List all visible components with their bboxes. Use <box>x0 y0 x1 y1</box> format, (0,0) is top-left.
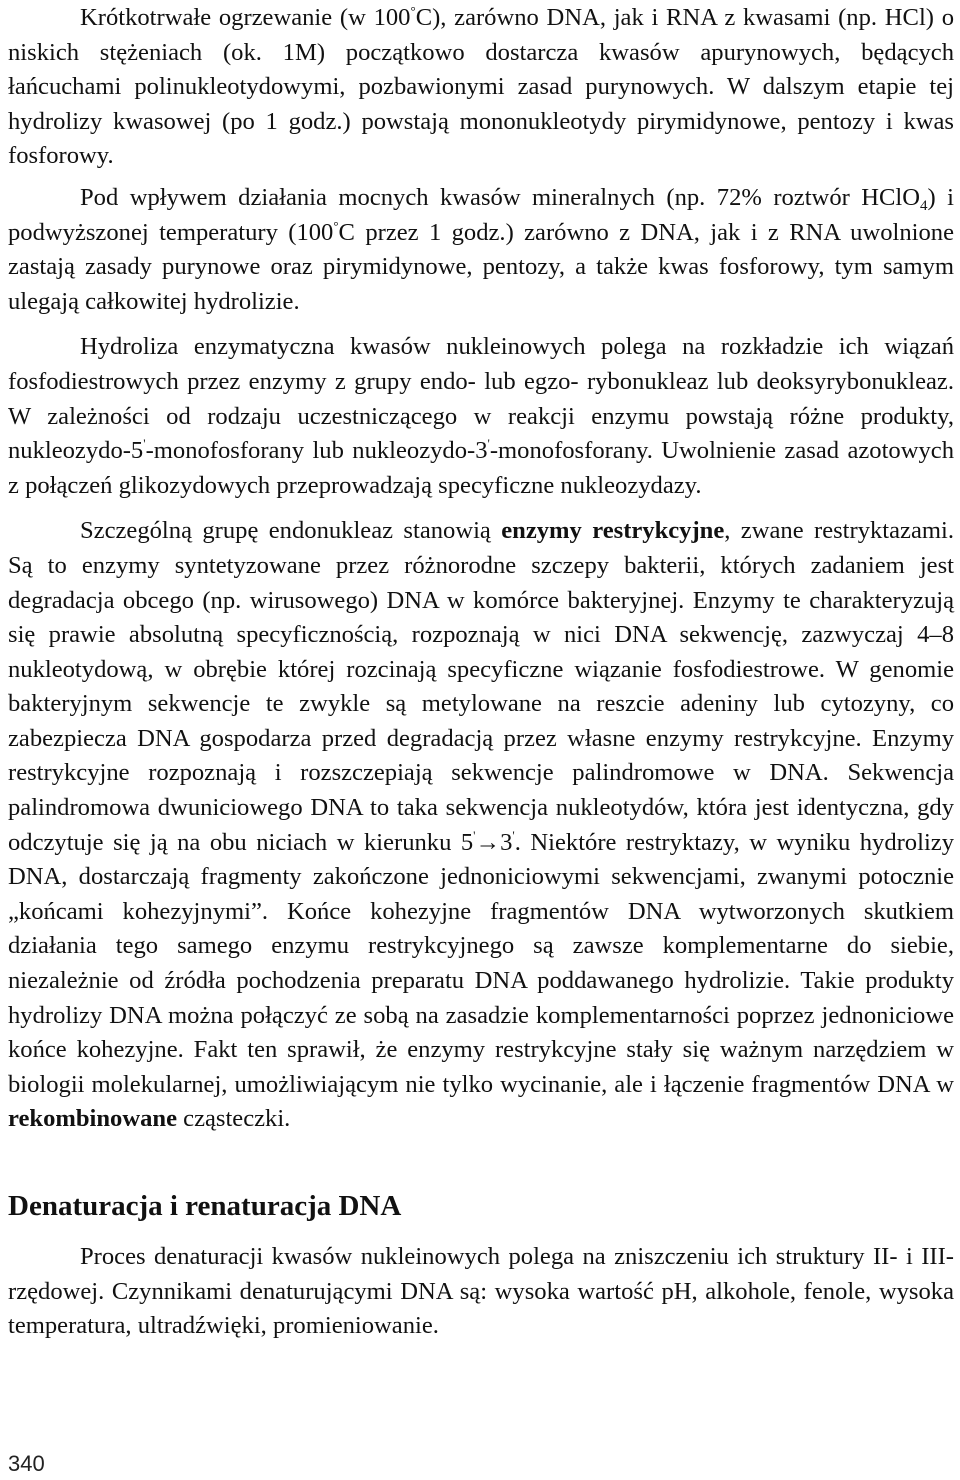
degree-sign: ° <box>410 3 416 18</box>
text-run: Krótkotrwałe ogrzewanie (w 100 <box>80 4 411 31</box>
text-run: →3 <box>475 828 513 856</box>
prime-mark: ' <box>487 436 490 452</box>
bold-term-recombinant: rekombinowane <box>8 1105 177 1133</box>
paragraph-enzymatic-hydrolysis <box>8 330 954 503</box>
page-number: 340 <box>8 1451 45 1476</box>
text-run: . Niektóre restryktazy, w wyniku hydrolizy DNA, dostarczają fragmenty zakończone jednoniciowymi sekwencjami, zwanymi potocznie „końcami kohezyjnymi”. Końce kohezyjne fragmentów DNA wytworzonych skutkiem działania tego samego enzymu restrykcyjnego są zawsze komplementarne do siebie, niezależnie od źródła pochodzenia preparatu DNA poddawanego hydrolizie. Takie produkty hydrolizy DNA można połączyć ze sobą na zasadzie komplementarności poprzez jednoniciowe końce kohezyjne. Fakt ten sprawił, że enzymy restrykcyjne stały się ważnym narzędziem w biologii molekularnej, umożliwiającym nie tylko wycinanie, ale i łączenie fragmentów DNA w <box>8 828 954 1098</box>
paragraph-acid-hydrolysis-short <box>8 1 954 174</box>
text-run: ) i podwyższonej temperatury (100 <box>8 183 954 246</box>
text-run: Hydroliza enzymatyczna kwasów nukleinowych polega na rozkładzie ich wiązań fosfodiestrowych przez enzymy z grupy endo- lub egzo- rybonukleaz lub deoksyrybonukleaz. W zależności od rodzaju uczestniczącego w reakcji enzymu powstają różne produkty, nukleozydo-5 <box>8 333 954 465</box>
prime-mark: ' <box>512 827 515 843</box>
paragraph-acid-hydrolysis-strong <box>8 181 954 319</box>
text-run: -monofosforany. Uwolnienie zasad azotowych z połączeń glikozydowych przeprowadzają specyficzne nukleozydazy. <box>8 437 954 499</box>
text-run: , zwane restryktazami. Są to enzymy syntetyzowane przez różnorodne szczepy bakterii, których zadaniem jest degradacja obcego (np. wirusowego) DNA w komórce bakteryjnej. Enzymy te charakteryzują się prawie absolutną specyficznością, rozpoznają w nici DNA sekwencję, zazwyczaj 4–8 nukleotydową, w obrębie której rozcinają specyficzne wiązanie fosfodiestrowe. W genomie bakteryjnym sekwencje te zwykle są metylowane na reszcie adeniny lub cytozyny, co zabezpiecza DNA gospodarza przed degradacją przez własne enzymy restrykcyjne. Enzymy restrykcyjne rozpoznają i rozszczepiają sekwencje palindromowe w DNA. Sekwencja palindromowa dwuniciowego DNA to taka sekwencja nukleotydów, która jest identyczna, gdy odczytuje się ją na obu niciach w kierunku 5 <box>8 517 954 856</box>
bold-term-restriction-enzymes: enzymy restrykcyjne <box>501 517 725 545</box>
page-content <box>8 1 954 1355</box>
prime-mark: ' <box>143 436 146 452</box>
text-run: C przez 1 godz.) zarówno z DNA, jak i z RNA uwolnione zastają zasady purynowe oraz pirymidynowe, pentozy, a także kwas fosforowy, tym samym ulegają całkowitej hydrolizie. <box>8 218 954 315</box>
text-run: Pod wpływem działania mocnych kwasów mineralnych (np. 72% roztwór HClO <box>80 183 921 211</box>
paragraph-restriction-enzymes <box>8 514 954 1137</box>
text-run: cząsteczki. <box>177 1105 291 1133</box>
paragraph-denaturation: Proces denaturacji kwasów nukleinowych polega na zniszczeniu ich struktury II- i III-rzędowej. Czynnikami denaturującymi DNA są: wysoka wartość pH, alkohole, fenole, wysoka temperatura, ultradźwięki, promieniowanie. <box>8 1243 954 1340</box>
text-run: C), zarówno DNA, jak i RNA z kwasami (np. HCl) o niskich stężeniach (ok. 1M) początkowo dostarcza kwasów apurynowych, będących łańcuchami polinukleotydowymi, pozbawionymi zasad purynowych. W dalszym etapie tej hydrolizy kwasowej (po 1 godz.) powstają mononukleotydy pirymidynowe, pentozy i kwas fosforowy. <box>8 4 954 170</box>
prime-mark: ' <box>473 827 476 843</box>
text-run: Szczególną grupę endonukleaz stanowią <box>80 517 502 545</box>
text-run: -monofosforany lub nukleozydo-3 <box>145 437 488 465</box>
subscript: 4 <box>920 197 928 214</box>
degree-sign: ° <box>333 217 339 233</box>
section-heading: Denaturacja i renaturacja DNA <box>8 1190 402 1222</box>
